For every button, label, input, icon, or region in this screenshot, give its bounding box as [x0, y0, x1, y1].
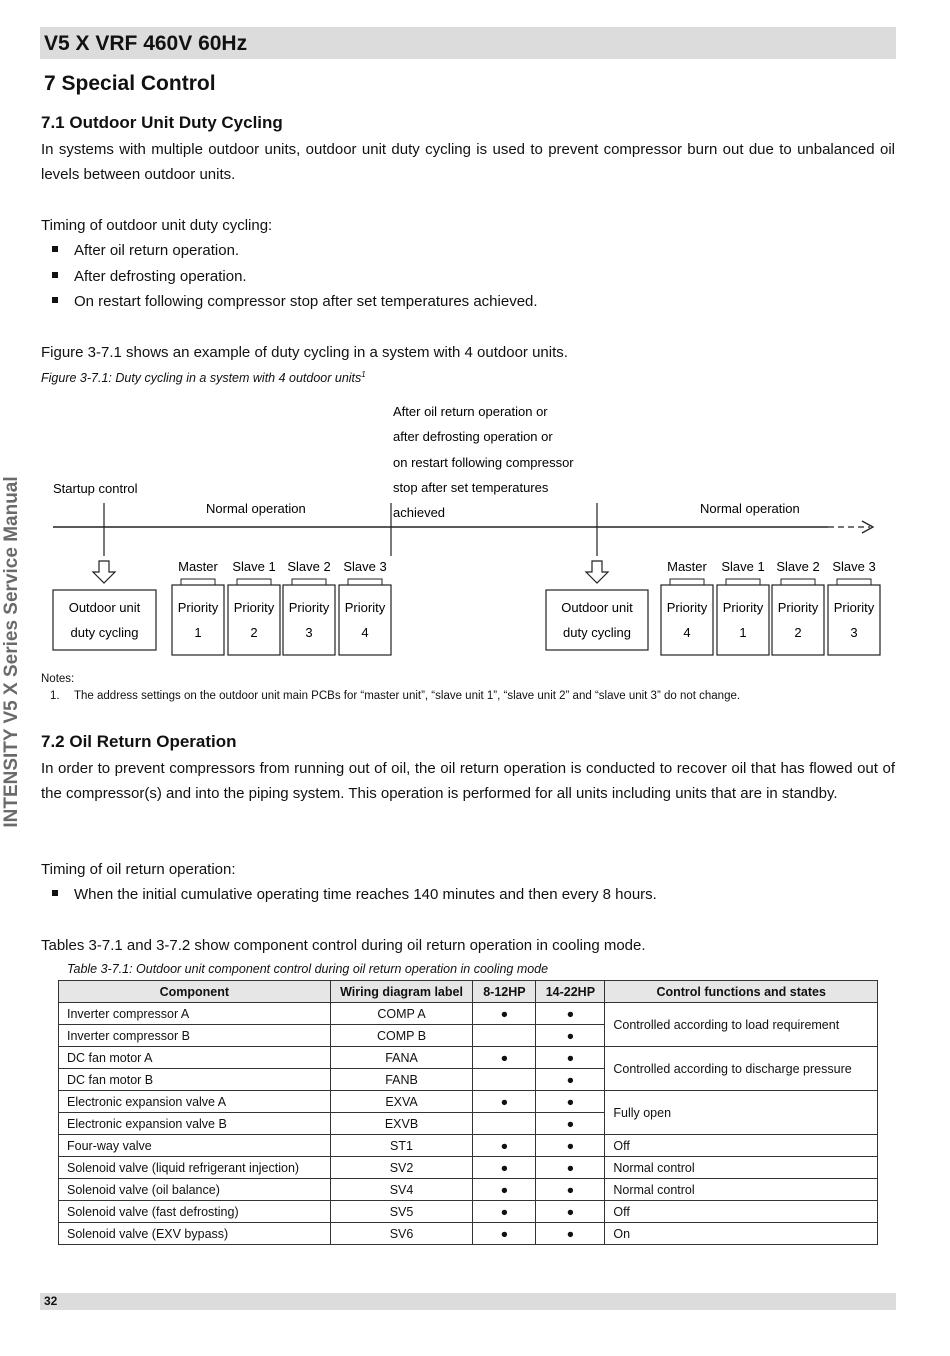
- unit-role-label: Master: [178, 559, 218, 574]
- page-number: 32: [44, 1294, 58, 1308]
- priority-word: Priority: [233, 600, 275, 615]
- wiring-label-cell: FANA: [330, 1047, 473, 1069]
- priority-number: 1: [194, 625, 202, 640]
- priority-word: Priority: [344, 600, 386, 615]
- table-caption: Table 3-7.1: Outdoor unit component control during oil return operation in cooling mode: [67, 962, 549, 976]
- wiring-label-cell: SV6: [330, 1223, 473, 1245]
- table-row: [59, 1157, 878, 1179]
- bullet-dot-cell: ●: [473, 1201, 536, 1223]
- bullet-dot-cell: ●: [536, 1157, 605, 1179]
- unit-top-cap: [837, 579, 871, 585]
- startup-control-label: Startup control: [53, 481, 138, 496]
- unit-role-label: Slave 1: [721, 559, 765, 574]
- wiring-label-cell: SV5: [330, 1201, 473, 1223]
- control-state-cell: Controlled according to discharge pressure: [605, 1047, 878, 1091]
- subsection-7-2-intro: In order to prevent compressors from running out of oil, the oil return operation is conducted to recover oil that has flowed out of the compressor(s) and into the piping system. This operation is performed for all units including units that are in standby.: [41, 760, 895, 802]
- bullet-dot-cell: ●: [473, 1091, 536, 1113]
- unit-body: [772, 585, 824, 655]
- unit-slave3-right: [828, 559, 880, 655]
- duty-cycling-box-text: Outdoor unit: [561, 600, 633, 615]
- control-state-cell: Controlled according to load requirement: [605, 1003, 878, 1047]
- unit-slave1-right: [717, 559, 769, 655]
- tables-reference: Tables 3-7.1 and 3-7.2 show component control during oil return operation in cooling mode.: [41, 937, 646, 954]
- unit-role-label: Slave 1: [232, 559, 276, 574]
- subsection-7-1-title: 7.1 Outdoor Unit Duty Cycling: [41, 113, 283, 132]
- unit-top-cap: [726, 579, 760, 585]
- priority-number: 3: [305, 625, 313, 640]
- figure-caption: Figure 3-7.1: Duty cycling in a system with 4 outdoor units$^1$: [41, 370, 366, 386]
- table-row: [59, 1135, 878, 1157]
- bullet-dot-cell: ●: [473, 1047, 536, 1069]
- empty-cell: [473, 1025, 536, 1047]
- control-state-cell: On: [605, 1223, 878, 1245]
- component-cell: Inverter compressor A: [59, 1003, 331, 1025]
- footer-bar: [40, 1293, 896, 1310]
- priority-number: 2: [794, 625, 802, 640]
- bullet-dot-cell: ●: [473, 1223, 536, 1245]
- duty-cycling-box-text: duty cycling: [70, 625, 139, 640]
- normal-operation-label-left: Normal operation: [206, 501, 306, 516]
- unit-master-right: [661, 559, 713, 655]
- wiring-label-cell: SV2: [330, 1157, 473, 1179]
- table-header-row: [59, 981, 878, 1003]
- annotation-line: stop after set temperatures: [393, 480, 549, 495]
- unit-body: [828, 585, 880, 655]
- left-unit-group: [172, 559, 391, 655]
- priority-number: 1: [739, 625, 747, 640]
- bullet-dot-cell: ●: [473, 1003, 536, 1025]
- priority-number: 2: [250, 625, 258, 640]
- bullet-marker: [52, 272, 58, 278]
- wiring-label-cell: EXVA: [330, 1091, 473, 1113]
- notes-label: Notes:: [41, 673, 75, 685]
- wiring-label-cell: FANB: [330, 1069, 473, 1091]
- unit-top-cap: [237, 579, 271, 585]
- annotation-line: after defrosting operation or: [393, 429, 553, 444]
- normal-operation-label-right: Normal operation: [700, 501, 800, 516]
- bullet-marker: [52, 297, 58, 303]
- subsection-7-2-title: 7.2 Oil Return Operation: [41, 732, 237, 751]
- note-number: 1.: [50, 690, 60, 702]
- priority-word: Priority: [722, 600, 764, 615]
- duty-cycling-box: [53, 590, 156, 650]
- unit-body: [717, 585, 769, 655]
- priority-word: Priority: [666, 600, 708, 615]
- bullet-marker: [52, 246, 58, 252]
- bullet-dot-cell: ●: [473, 1179, 536, 1201]
- unit-body: [661, 585, 713, 655]
- right-unit-group: [661, 559, 880, 655]
- unit-role-label: Master: [667, 559, 707, 574]
- unit-top-cap: [348, 579, 382, 585]
- bullet-dot-cell: ●: [536, 1003, 605, 1025]
- unit-master-left: [172, 559, 224, 655]
- table-row: [59, 1047, 878, 1069]
- bullet-item: On restart following compressor stop after set temperatures achieved.: [52, 289, 538, 314]
- document-title: V5 X VRF 460V 60Hz: [44, 32, 248, 55]
- unit-top-cap: [670, 579, 704, 585]
- priority-number: 3: [850, 625, 858, 640]
- figure-reference: Figure 3-7.1 shows an example of duty cycling in a system with 4 outdoor units.: [41, 344, 568, 361]
- subsection-7-1-intro: In systems with multiple outdoor units, outdoor unit duty cycling is used to prevent compressor burn out due to unbalanced oil levels between outdoor units.: [41, 141, 895, 183]
- control-state-cell: Normal control: [605, 1179, 878, 1201]
- component-cell: Solenoid valve (liquid refrigerant injection): [59, 1157, 331, 1179]
- duty-cycling-box: [546, 590, 648, 650]
- bullet-dot-cell: ●: [536, 1135, 605, 1157]
- empty-cell: [473, 1113, 536, 1135]
- bullet-dot-cell: ●: [536, 1047, 605, 1069]
- column-header: Wiring diagram label: [330, 981, 473, 1003]
- unit-top-cap: [781, 579, 815, 585]
- wiring-label-cell: EXVB: [330, 1113, 473, 1135]
- bullet-marker: [52, 890, 58, 896]
- unit-body: [339, 585, 391, 655]
- unit-body: [172, 585, 224, 655]
- wiring-label-cell: COMP B: [330, 1025, 473, 1047]
- component-cell: Electronic expansion valve B: [59, 1113, 331, 1135]
- oil-return-timing-label: Timing of oil return operation:: [41, 861, 236, 878]
- bullet-dot-cell: ●: [536, 1113, 605, 1135]
- component-control-table: [58, 980, 878, 1245]
- table-row: [59, 1201, 878, 1223]
- unit-slave2-right: [772, 559, 824, 655]
- table-row: [59, 1091, 878, 1113]
- column-header: 14-22HP: [536, 981, 605, 1003]
- down-arrow-icon: [93, 561, 115, 583]
- priority-number: 4: [683, 625, 691, 640]
- unit-slave2-left: [283, 559, 335, 655]
- duty-cycling-box-text: Outdoor unit: [68, 600, 141, 615]
- bullet-dot-cell: ●: [536, 1069, 605, 1091]
- component-cell: DC fan motor B: [59, 1069, 331, 1091]
- priority-number: 4: [361, 625, 369, 640]
- bullet-dot-cell: ●: [536, 1179, 605, 1201]
- priority-word: Priority: [177, 600, 219, 615]
- bullet-dot-cell: ●: [536, 1223, 605, 1245]
- bullet-dot-cell: ●: [536, 1201, 605, 1223]
- component-cell: Four-way valve: [59, 1135, 331, 1157]
- priority-word: Priority: [777, 600, 819, 615]
- component-cell: Solenoid valve (oil balance): [59, 1179, 331, 1201]
- component-cell: Inverter compressor B: [59, 1025, 331, 1047]
- table-row: [59, 1223, 878, 1245]
- unit-role-label: Slave 3: [832, 559, 876, 574]
- wiring-label-cell: SV4: [330, 1179, 473, 1201]
- bullet-dot-cell: ●: [473, 1157, 536, 1179]
- side-manual-label: INTENSITY V5 X Series Service Manual: [1, 476, 22, 828]
- control-state-cell: Normal control: [605, 1157, 878, 1179]
- control-state-cell: Off: [605, 1201, 878, 1223]
- annotation-line: achieved: [393, 505, 446, 520]
- component-cell: Solenoid valve (fast defrosting): [59, 1201, 331, 1223]
- note-item: The address settings on the outdoor unit main PCBs for “master unit”, “slave unit 1”, “slave unit 2” and “slave unit 3” do not change.: [74, 690, 741, 702]
- priority-word: Priority: [288, 600, 330, 615]
- unit-top-cap: [181, 579, 215, 585]
- bullet-item: When the initial cumulative operating time reaches 140 minutes and then every 8 hours.: [52, 882, 657, 907]
- empty-cell: [473, 1069, 536, 1091]
- unit-role-label: Slave 3: [343, 559, 387, 574]
- component-cell: DC fan motor A: [59, 1047, 331, 1069]
- bullet-item: After defrosting operation.: [52, 264, 247, 289]
- duty-cycling-diagram: [0, 395, 950, 670]
- duty-cycling-timing-label: Timing of outdoor unit duty cycling:: [41, 217, 273, 234]
- bullet-dot-cell: ●: [536, 1025, 605, 1047]
- bullet-dot-cell: ●: [536, 1091, 605, 1113]
- component-cell: Electronic expansion valve A: [59, 1091, 331, 1113]
- bullet-dot-cell: ●: [473, 1135, 536, 1157]
- column-header: Control functions and states: [605, 981, 878, 1003]
- wiring-label-cell: COMP A: [330, 1003, 473, 1025]
- section-title: 7 Special Control: [44, 72, 216, 95]
- control-state-cell: Fully open: [605, 1091, 878, 1135]
- control-state-cell: Off: [605, 1135, 878, 1157]
- component-cell: Solenoid valve (EXV bypass): [59, 1223, 331, 1245]
- duty-cycling-box-text: duty cycling: [563, 625, 631, 640]
- priority-word: Priority: [833, 600, 875, 615]
- unit-slave1-left: [228, 559, 280, 655]
- bullet-item: After oil return operation.: [52, 238, 239, 263]
- annotation-line: on restart following compressor: [393, 455, 574, 470]
- table-row: [59, 1003, 878, 1025]
- unit-slave3-left: [339, 559, 391, 655]
- unit-role-label: Slave 2: [776, 559, 820, 574]
- unit-role-label: Slave 2: [287, 559, 331, 574]
- column-header: 8-12HP: [473, 981, 536, 1003]
- wiring-label-cell: ST1: [330, 1135, 473, 1157]
- unit-body: [283, 585, 335, 655]
- unit-body: [228, 585, 280, 655]
- down-arrow-icon: [586, 561, 608, 583]
- annotation-line: After oil return operation or: [393, 404, 548, 419]
- column-header: Component: [59, 981, 331, 1003]
- unit-top-cap: [292, 579, 326, 585]
- table-row: [59, 1179, 878, 1201]
